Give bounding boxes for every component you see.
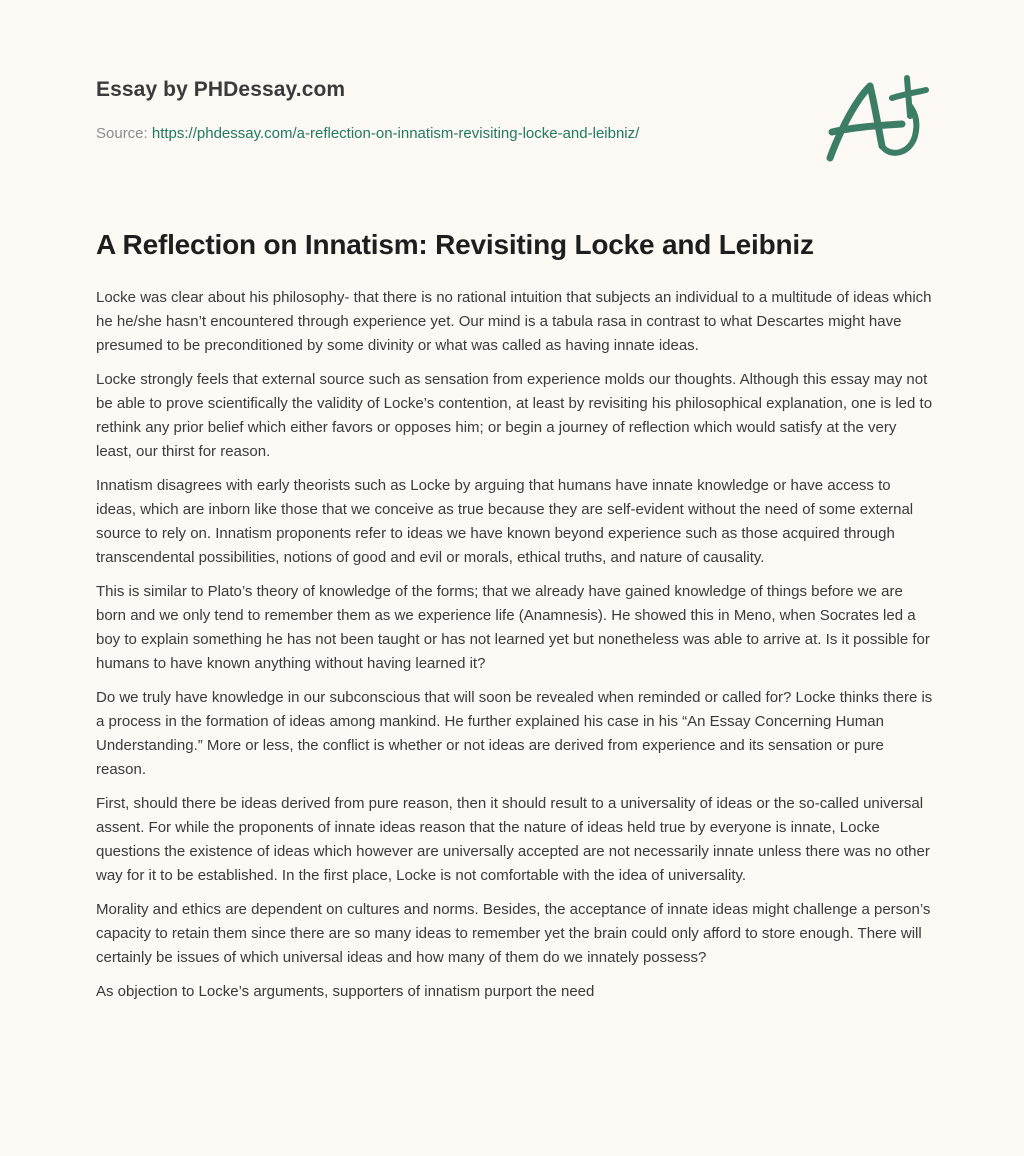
essay-paragraph: This is similar to Plato’s theory of knowledge of the forms; that we already have gained knowledge of things before we are born and we only tend to remember them as we experience life (Anamnesis). He showed this in Meno, when Socrates led a boy to explain something he has not been taught or has not learned yet but nonetheless was able to arrive at. Is it possible for humans to have known anything without having learned it?	[96, 583, 930, 672]
essay-paragraph: As objection to Locke’s arguments, supporters of innatism purport the need	[96, 983, 595, 1000]
essay-paragraph: Morality and ethics are dependent on cultures and norms. Besides, the acceptance of innate ideas might challenge a person’s capacity to retain them since there are so many ideas to remember yet the brain could only afford to store enough. There will certainly be issues of which universal ideas and how many of them do we innately possess?	[96, 901, 931, 966]
essay-body	[96, 286, 934, 1014]
a-plus-grade-icon	[820, 66, 930, 166]
essay-paragraph: Innatism disagrees with early theorists such as Locke by arguing that humans have innate knowledge or have access to ideas, which are inborn like those that we conceive as true because they are self-evident without the need of some external source to rely on. Innatism proponents refer to ideas we have known beyond experience such as those acquired through transcendental possibilities, notions of good and evil or morals, ethical truths, and nature of causality.	[96, 477, 914, 566]
essay-paragraph: Locke strongly feels that external source such as sensation from experience molds our thoughts. Although this essay may not be able to prove scientifically the validity of Locke’s contention, at least by revisiting his philosophical explanation, one is led to rethink any prior belief which either favors or opposes him; or begin a journey of reflection which would satisfy at the very least, our thirst for reason.	[96, 371, 933, 460]
source-link[interactable]: https://phdessay.com/a-reflection-on-innatism-revisiting-locke-and-leibniz/	[151, 125, 640, 142]
essay-paragraph: First, should there be ideas derived from pure reason, then it should result to a universality of ideas or the so-called universal assent. For while the proponents of innate ideas reason that the nature of ideas held true by everyone is innate, Locke questions the existence of ideas which however are universally accepted are not necessarily innate unless there was no other way for it to be established. In the first place, Locke is not comfortable with the idea of universality.	[96, 795, 930, 884]
page-header	[96, 76, 796, 144]
essay-title: A Reflection on Innatism: Revisiting Locke and Leibniz	[96, 229, 814, 260]
source-label: Source:	[96, 125, 152, 142]
essay-paragraph: Do we truly have knowledge in our subconscious that will soon be revealed when reminded or called for? Locke thinks there is a process in the formation of ideas among mankind. He further explained his case in his “An Essay Concerning Human Understanding.” More or less, the conflict is whether or not ideas are derived from experience and its sensation or pure reason.	[96, 689, 933, 778]
essay-paragraph: Locke was clear about his philosophy- that there is no rational intuition that subjects an individual to a multitude of ideas which he he/she hasn’t encountered through experience yet. Our mind is a tabula rasa in contrast to what Descartes might have presumed to be preconditioned by some divinity or what was called as having innate ideas.	[96, 289, 932, 354]
site-title: Essay by PHDessay.com	[96, 78, 346, 101]
source-line	[96, 124, 796, 144]
